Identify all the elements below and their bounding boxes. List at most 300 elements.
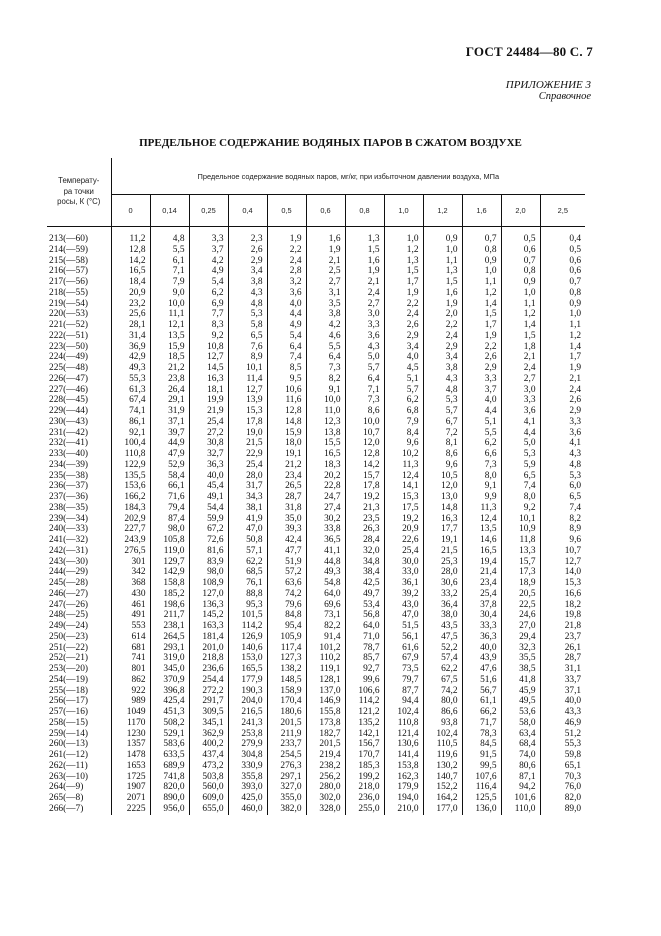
value-cell: 400,2 (189, 739, 228, 750)
value-cell: 170,4 (267, 696, 306, 707)
dew-point-cell: 244(—29) (49, 567, 89, 578)
value-cell: 10,8 (189, 342, 228, 353)
value-cell: 17,8 (345, 481, 384, 492)
value-cell: 3,6 (501, 406, 540, 417)
value-cell: 163,3 (189, 621, 228, 632)
value-cell: 15,9 (267, 428, 306, 439)
value-cell: 76,1 (228, 578, 267, 589)
value-cell: 94,2 (501, 782, 540, 793)
table-body (47, 227, 585, 815)
value-cell: 25,6 (111, 309, 150, 320)
value-cell: 1,4 (462, 299, 501, 310)
value-cell: 7,3 (462, 460, 501, 471)
value-cell: 21,4 (462, 567, 501, 578)
value-cell: 276,3 (267, 761, 306, 772)
value-cell: 12,8 (111, 245, 150, 256)
value-cell: 355,0 (267, 793, 306, 804)
dew-point-cell: 259(—14) (49, 728, 89, 739)
value-cell: 5,4 (189, 277, 228, 288)
value-cell: 3,3 (540, 417, 585, 428)
value-cell: 36,1 (384, 578, 423, 589)
value-cell: 460,0 (228, 804, 267, 815)
value-cell: 3,4 (228, 266, 267, 277)
value-cell: 70,3 (540, 772, 585, 783)
table-row (47, 471, 585, 482)
value-cell: 8,5 (267, 363, 306, 374)
appendix-title: ПРИЛОЖЕНИЕ 3 (505, 79, 591, 91)
value-cell: 80,0 (423, 696, 462, 707)
value-cell: 62,2 (228, 557, 267, 568)
value-cell: 37,8 (462, 600, 501, 611)
value-cell: 741,8 (150, 772, 189, 783)
value-cell: 50,8 (228, 535, 267, 546)
value-cell: 6,6 (462, 449, 501, 460)
table-row (47, 686, 585, 697)
value-cell: 16,5 (111, 266, 150, 277)
value-cell: 47,0 (384, 610, 423, 621)
value-cell: 87,7 (384, 686, 423, 697)
value-cell: 1,3 (423, 266, 462, 277)
value-cell: 30,8 (189, 438, 228, 449)
value-cell: 18,0 (267, 438, 306, 449)
value-cell: 185,3 (345, 761, 384, 772)
value-cell: 15,3 (540, 578, 585, 589)
table-row (47, 793, 585, 804)
value-cell: 1478 (111, 750, 150, 761)
value-cell: 1,4 (540, 342, 585, 353)
table-row (47, 696, 585, 707)
table-row (47, 385, 585, 396)
value-cell: 20,9 (384, 524, 423, 535)
value-cell: 6,0 (540, 481, 585, 492)
value-cell: 1,5 (501, 331, 540, 342)
value-cell: 21,9 (189, 406, 228, 417)
value-cell: 53,6 (501, 707, 540, 718)
value-cell: 26,5 (267, 481, 306, 492)
value-cell: 6,8 (384, 406, 423, 417)
value-cell: 51,5 (384, 621, 423, 632)
value-cell: 110,0 (501, 804, 540, 815)
value-cell: 68,5 (228, 567, 267, 578)
value-cell: 3,7 (189, 245, 228, 256)
value-cell: 10,7 (345, 428, 384, 439)
value-cell: 8,2 (306, 374, 345, 385)
value-cell: 243,9 (111, 535, 150, 546)
value-cell: 1,6 (345, 256, 384, 267)
value-cell: 21,2 (150, 363, 189, 374)
value-cell: 106,6 (345, 686, 384, 697)
value-cell: 13,5 (150, 331, 189, 342)
dew-point-cell: 226(—47) (49, 373, 89, 384)
value-cell: 216,5 (228, 707, 267, 718)
value-cell: 9,2 (501, 503, 540, 514)
value-cell: 51,6 (462, 675, 501, 686)
value-cell: 32,7 (189, 449, 228, 460)
value-cell: 43,5 (423, 621, 462, 632)
value-cell: 99,5 (462, 761, 501, 772)
value-cell: 14,6 (462, 535, 501, 546)
value-cell: 2,1 (540, 374, 585, 385)
table-row (47, 320, 585, 331)
value-cell: 0,8 (462, 245, 501, 256)
value-cell: 9,6 (384, 438, 423, 449)
value-cell: 181,4 (189, 632, 228, 643)
value-cell: 27,2 (189, 428, 228, 439)
value-cell: 922 (111, 686, 150, 697)
dew-point-cell: 256(—17) (49, 696, 89, 707)
value-cell: 4,2 (189, 256, 228, 267)
value-cell: 5,5 (306, 342, 345, 353)
value-cell: 10,0 (150, 299, 189, 310)
value-cell: 425,4 (150, 696, 189, 707)
value-cell: 396,8 (150, 686, 189, 697)
value-cell: 368 (111, 578, 150, 589)
value-cell: 3,5 (306, 299, 345, 310)
value-cell: 85,7 (345, 653, 384, 664)
value-cell: 47,0 (228, 524, 267, 535)
value-cell: 18,5 (150, 352, 189, 363)
value-cell: 47,5 (423, 632, 462, 643)
value-cell: 101,2 (306, 643, 345, 654)
value-cell: 7,4 (540, 503, 585, 514)
value-cell: 5,7 (384, 385, 423, 396)
value-cell: 10,0 (306, 395, 345, 406)
value-cell: 4,0 (267, 299, 306, 310)
value-cell: 18,4 (111, 277, 150, 288)
value-cell: 57,2 (267, 567, 306, 578)
value-cell: 15,7 (345, 471, 384, 482)
value-cell: 5,5 (150, 245, 189, 256)
value-cell: 13,5 (462, 524, 501, 535)
page-header: ГОСТ 24484—80 С. 7 (465, 44, 593, 59)
value-cell: 293,1 (150, 643, 189, 654)
value-cell: 101,5 (228, 610, 267, 621)
value-cell: 219,4 (306, 750, 345, 761)
pressure-header: 0,5 (267, 195, 306, 227)
pressure-header: 0,8 (345, 195, 384, 227)
value-cell: 583,6 (150, 739, 189, 750)
value-cell: 3,3 (501, 395, 540, 406)
value-cell: 66,2 (462, 707, 501, 718)
value-cell: 23,7 (540, 632, 585, 643)
dew-point-header: Температу- ра точки росы, К (°С) (47, 158, 111, 227)
table-row (47, 546, 585, 557)
value-cell: 51,9 (267, 557, 306, 568)
dew-point-cell: 258(—15) (49, 717, 89, 728)
table-row (47, 309, 585, 320)
table-row (47, 589, 585, 600)
value-cell: 1,0 (384, 227, 423, 245)
value-cell: 35,0 (267, 514, 306, 525)
value-cell: 5,3 (423, 395, 462, 406)
value-cell: 5,3 (228, 309, 267, 320)
value-cell: 78,3 (462, 729, 501, 740)
value-cell: 9,6 (423, 460, 462, 471)
value-cell: 20,9 (111, 288, 150, 299)
value-cell: 1,0 (540, 309, 585, 320)
value-cell: 12,7 (540, 557, 585, 568)
value-cell: 119,1 (306, 664, 345, 675)
value-cell: 153,6 (111, 481, 150, 492)
value-cell: 345,0 (150, 664, 189, 675)
value-cell: 141,4 (384, 750, 423, 761)
value-cell: 11,0 (306, 406, 345, 417)
table-row (47, 363, 585, 374)
dew-point-cell: 249(—24) (49, 621, 89, 631)
value-cell: 201,5 (306, 739, 345, 750)
value-cell: 10,6 (267, 385, 306, 396)
value-cell: 105,8 (150, 535, 189, 546)
value-cell: 71,0 (345, 632, 384, 643)
dew-point-cell: 238(—35) (49, 502, 89, 513)
dew-point-cell: 248(—25) (49, 610, 89, 621)
value-cell: 18,2 (540, 600, 585, 611)
value-cell: 256,2 (306, 772, 345, 783)
value-cell: 681 (111, 643, 150, 654)
table-row (47, 772, 585, 783)
value-cell: 430 (111, 589, 150, 600)
dew-point-cell: 251(—22) (49, 642, 89, 653)
pressure-header: 0,6 (306, 195, 345, 227)
table-row (47, 460, 585, 471)
value-cell: 8,3 (189, 320, 228, 331)
dew-point-cell: 255(—18) (49, 685, 89, 696)
value-cell: 36,4 (423, 600, 462, 611)
value-cell: 102,4 (423, 729, 462, 740)
value-cell: 14,5 (189, 363, 228, 374)
value-cell: 64,0 (345, 621, 384, 632)
value-cell: 37,1 (540, 686, 585, 697)
value-cell: 31,4 (111, 331, 150, 342)
table-row (47, 406, 585, 417)
value-cell: 57,4 (423, 653, 462, 664)
value-cell: 3,4 (384, 342, 423, 353)
dew-point-cell: 227(—46) (49, 384, 89, 395)
dew-point-cell: 263(—10) (49, 771, 89, 782)
table-row (47, 600, 585, 611)
value-cell: 86,6 (423, 707, 462, 718)
value-cell: 31,9 (150, 406, 189, 417)
dew-point-cell: 232(—41) (49, 438, 89, 449)
value-cell: 5,7 (423, 406, 462, 417)
value-cell: 69,6 (306, 600, 345, 611)
dew-point-cell: 257(—16) (49, 707, 89, 717)
value-cell: 42,9 (111, 352, 150, 363)
value-cell: 5,7 (345, 363, 384, 374)
value-cell: 38,1 (228, 503, 267, 514)
value-cell: 425,0 (228, 793, 267, 804)
value-cell: 146,9 (306, 696, 345, 707)
value-cell: 38,0 (423, 610, 462, 621)
table-row (47, 567, 585, 578)
value-cell: 12,8 (345, 449, 384, 460)
value-cell: 741 (111, 653, 150, 664)
value-cell: 102,4 (384, 707, 423, 718)
dew-point-cell: 230(—43) (49, 416, 89, 427)
value-cell: 16,5 (306, 449, 345, 460)
value-cell: 31,8 (267, 503, 306, 514)
value-cell: 0,9 (501, 277, 540, 288)
value-cell: 4,2 (306, 320, 345, 331)
value-cell: 10,0 (345, 417, 384, 428)
value-cell: 26,3 (345, 524, 384, 535)
value-cell: 28,4 (345, 535, 384, 546)
value-cell: 16,3 (423, 514, 462, 525)
value-cell: 62,2 (423, 664, 462, 675)
value-cell: 3,0 (501, 385, 540, 396)
table-row (47, 535, 585, 546)
value-cell: 153,0 (228, 653, 267, 664)
value-cell: 4,4 (462, 406, 501, 417)
value-cell: 10,5 (423, 471, 462, 482)
value-cell: 12,1 (150, 320, 189, 331)
dew-point-cell: 264(—9) (49, 782, 84, 793)
value-cell: 13,3 (501, 546, 540, 557)
value-cell: 0,7 (501, 256, 540, 267)
value-cell: 89,0 (540, 804, 585, 815)
dew-point-cell: 217(—56) (49, 277, 89, 287)
value-cell: 0,6 (540, 256, 585, 267)
value-cell: 26,4 (150, 385, 189, 396)
value-cell: 57,1 (228, 546, 267, 557)
value-cell: 38,5 (501, 664, 540, 675)
value-cell: 34,3 (228, 492, 267, 503)
value-cell: 862 (111, 675, 150, 686)
table-row (47, 664, 585, 675)
value-cell: 1,9 (423, 299, 462, 310)
value-cell: 9,6 (540, 535, 585, 546)
value-cell: 1,3 (384, 256, 423, 267)
value-cell: 633,5 (150, 750, 189, 761)
dew-point-cell: 214(—59) (49, 244, 89, 255)
value-cell: 211,7 (150, 610, 189, 621)
table-row (47, 395, 585, 406)
value-cell: 16,5 (462, 546, 501, 557)
table-row (47, 299, 585, 310)
value-cell: 5,4 (267, 331, 306, 342)
value-cell: 0,4 (540, 227, 585, 245)
dew-point-cell: 231(—42) (49, 427, 89, 438)
value-cell: 79,6 (267, 600, 306, 611)
value-cell: 1725 (111, 772, 150, 783)
dew-point-cell: 220(—53) (49, 309, 89, 320)
value-cell: 25,4 (384, 546, 423, 557)
value-cell: 19,1 (267, 449, 306, 460)
value-cell: 7,4 (267, 352, 306, 363)
value-cell: 30,0 (384, 557, 423, 568)
value-cell: 36,5 (306, 535, 345, 546)
value-cell: 173,8 (306, 718, 345, 729)
value-cell: 3,8 (228, 277, 267, 288)
value-cell: 6,5 (540, 492, 585, 503)
value-cell: 67,5 (423, 675, 462, 686)
dew-point-cell: 216(—57) (49, 266, 89, 277)
value-cell: 13,9 (228, 395, 267, 406)
dew-point-cell: 239(—34) (49, 513, 89, 524)
value-cell: 10,1 (501, 514, 540, 525)
value-cell: 15,9 (150, 342, 189, 353)
value-cell: 14,8 (267, 417, 306, 428)
value-cell: 4,8 (150, 227, 189, 245)
table-row (47, 374, 585, 385)
value-cell: 2,3 (228, 227, 267, 245)
value-cell: 2,6 (462, 352, 501, 363)
value-cell: 297,1 (267, 772, 306, 783)
value-cell: 1,2 (462, 288, 501, 299)
value-cell: 84,5 (462, 739, 501, 750)
value-cell: 8,1 (423, 438, 462, 449)
value-cell: 204,0 (228, 696, 267, 707)
value-cell: 148,5 (267, 675, 306, 686)
value-cell: 291,7 (189, 696, 228, 707)
value-cell: 2,9 (228, 256, 267, 267)
value-cell: 9,0 (150, 288, 189, 299)
value-cell: 6,2 (462, 438, 501, 449)
value-cell: 66,1 (150, 481, 189, 492)
value-cell: 114,2 (228, 621, 267, 632)
value-cell: 7,1 (345, 385, 384, 396)
value-cell: 63,6 (267, 578, 306, 589)
value-cell: 14,2 (345, 460, 384, 471)
value-cell: 272,2 (189, 686, 228, 697)
value-cell: 12,0 (423, 481, 462, 492)
value-cell: 198,6 (150, 600, 189, 611)
table-row (47, 288, 585, 299)
value-cell: 42,4 (267, 535, 306, 546)
value-cell: 73,5 (384, 664, 423, 675)
value-cell: 14,1 (384, 481, 423, 492)
value-cell: 1,4 (501, 320, 540, 331)
value-cell: 0,9 (423, 227, 462, 245)
value-cell: 135,5 (111, 471, 150, 482)
value-cell: 177,0 (423, 804, 462, 815)
value-cell: 451,3 (150, 707, 189, 718)
value-cell: 122,9 (111, 460, 150, 471)
value-cell: 238,2 (306, 761, 345, 772)
value-cell: 210,0 (384, 804, 423, 815)
value-cell: 56,7 (462, 686, 501, 697)
value-cell: 23,2 (111, 299, 150, 310)
dew-point-cell: 254(—19) (49, 674, 89, 685)
value-cell: 10,2 (384, 449, 423, 460)
value-cell: 1,5 (384, 266, 423, 277)
dew-point-cell: 265(—8) (49, 793, 84, 803)
value-cell: 140,6 (228, 643, 267, 654)
value-cell: 39,7 (150, 428, 189, 439)
value-cell: 135,2 (345, 718, 384, 729)
value-cell: 236,0 (345, 793, 384, 804)
value-cell: 13,0 (423, 492, 462, 503)
value-cell: 2,4 (345, 288, 384, 299)
value-cell: 17,7 (423, 524, 462, 535)
dew-point-cell: 228(—45) (49, 395, 89, 406)
value-cell: 145,2 (189, 610, 228, 621)
value-cell: 28,0 (228, 471, 267, 482)
value-cell: 35,5 (501, 653, 540, 664)
value-cell: 121,2 (345, 707, 384, 718)
value-cell: 88,8 (228, 589, 267, 600)
value-cell: 110,8 (111, 449, 150, 460)
value-cell: 227,7 (111, 524, 150, 535)
value-cell: 116,4 (462, 782, 501, 793)
dew-point-cell: 241(—32) (49, 535, 89, 545)
value-cell: 71,6 (150, 492, 189, 503)
value-cell: 1,0 (423, 245, 462, 256)
value-cell: 5,1 (462, 417, 501, 428)
value-cell: 17,3 (501, 567, 540, 578)
value-cell: 302,0 (306, 793, 345, 804)
pressure-header: 2,5 (540, 195, 585, 227)
